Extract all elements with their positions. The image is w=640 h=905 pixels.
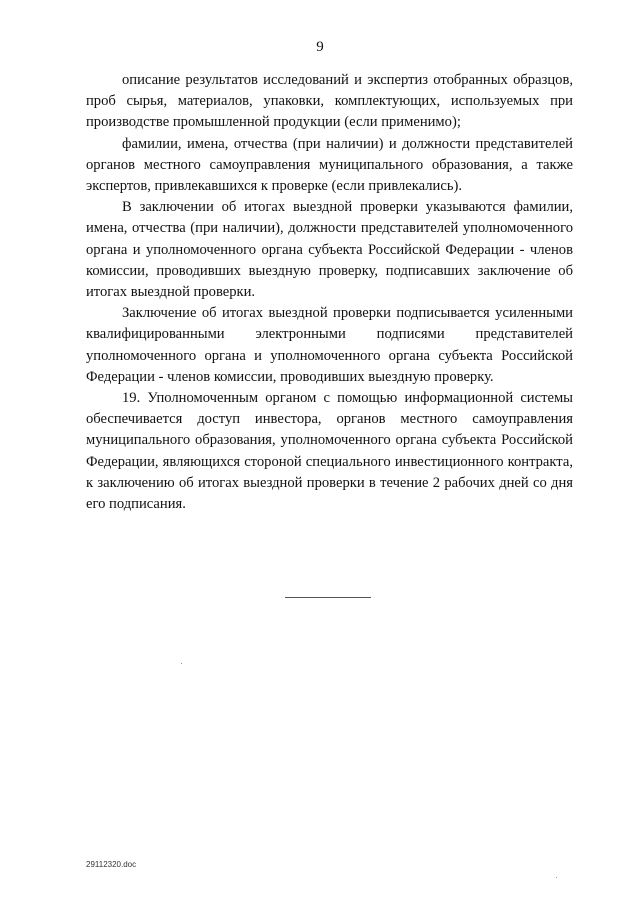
paragraph-local-representatives: фамилии, имена, отчества (при наличии) и должности представителей органов местного самоуправления муниципального образования, а также экспертов, привлекавшихся к проверке (если привлекались). [86,135,573,195]
paragraph-clause-19: 19. Уполномоченным органом с помощью информационной системы обеспечивается доступ инвестора, органов местного самоуправления муниципального образования, уполномоченного органа субъекта Российской Федерации, являющихся стороной специального инвестиционного контракта, к заключению об итогах выездной проверки в течение 2 рабочих дней со дня его подписания. [86,390,573,513]
document-body [86,70,573,515]
paragraph-conclusion-signing: Заключение об итогах выездной проверки подписывается усиленными квалифицированными электронными подписями представителей уполномоченного органа и уполномоченного органа субъекта Российской Федерации - членов комиссии, проводивших выездную проверку. [86,305,573,385]
page-number: 9 [316,39,324,55]
paragraph-sample-results: описание результатов исследований и экспертиз отобранных образцов, проб сырья, материалов, упаковки, комплектующих, используемых при производстве промышленной продукции (если применимо); [86,72,573,131]
paragraph-conclusion-contents: В заключении об итогах выездной проверки указываются фамилии, имена, отчества (при наличии), должности представителей уполномоченного органа и уполномоченного органа субъекта Российской Федерации - членов комиссии, проводивших выездную проверку, подписавших заключение об итогах выездной проверки. [86,199,573,301]
document-file-code: 29112320.doc [86,860,137,869]
scan-speck [181,663,182,664]
end-of-text-divider [285,597,371,598]
scan-speck [556,877,557,878]
